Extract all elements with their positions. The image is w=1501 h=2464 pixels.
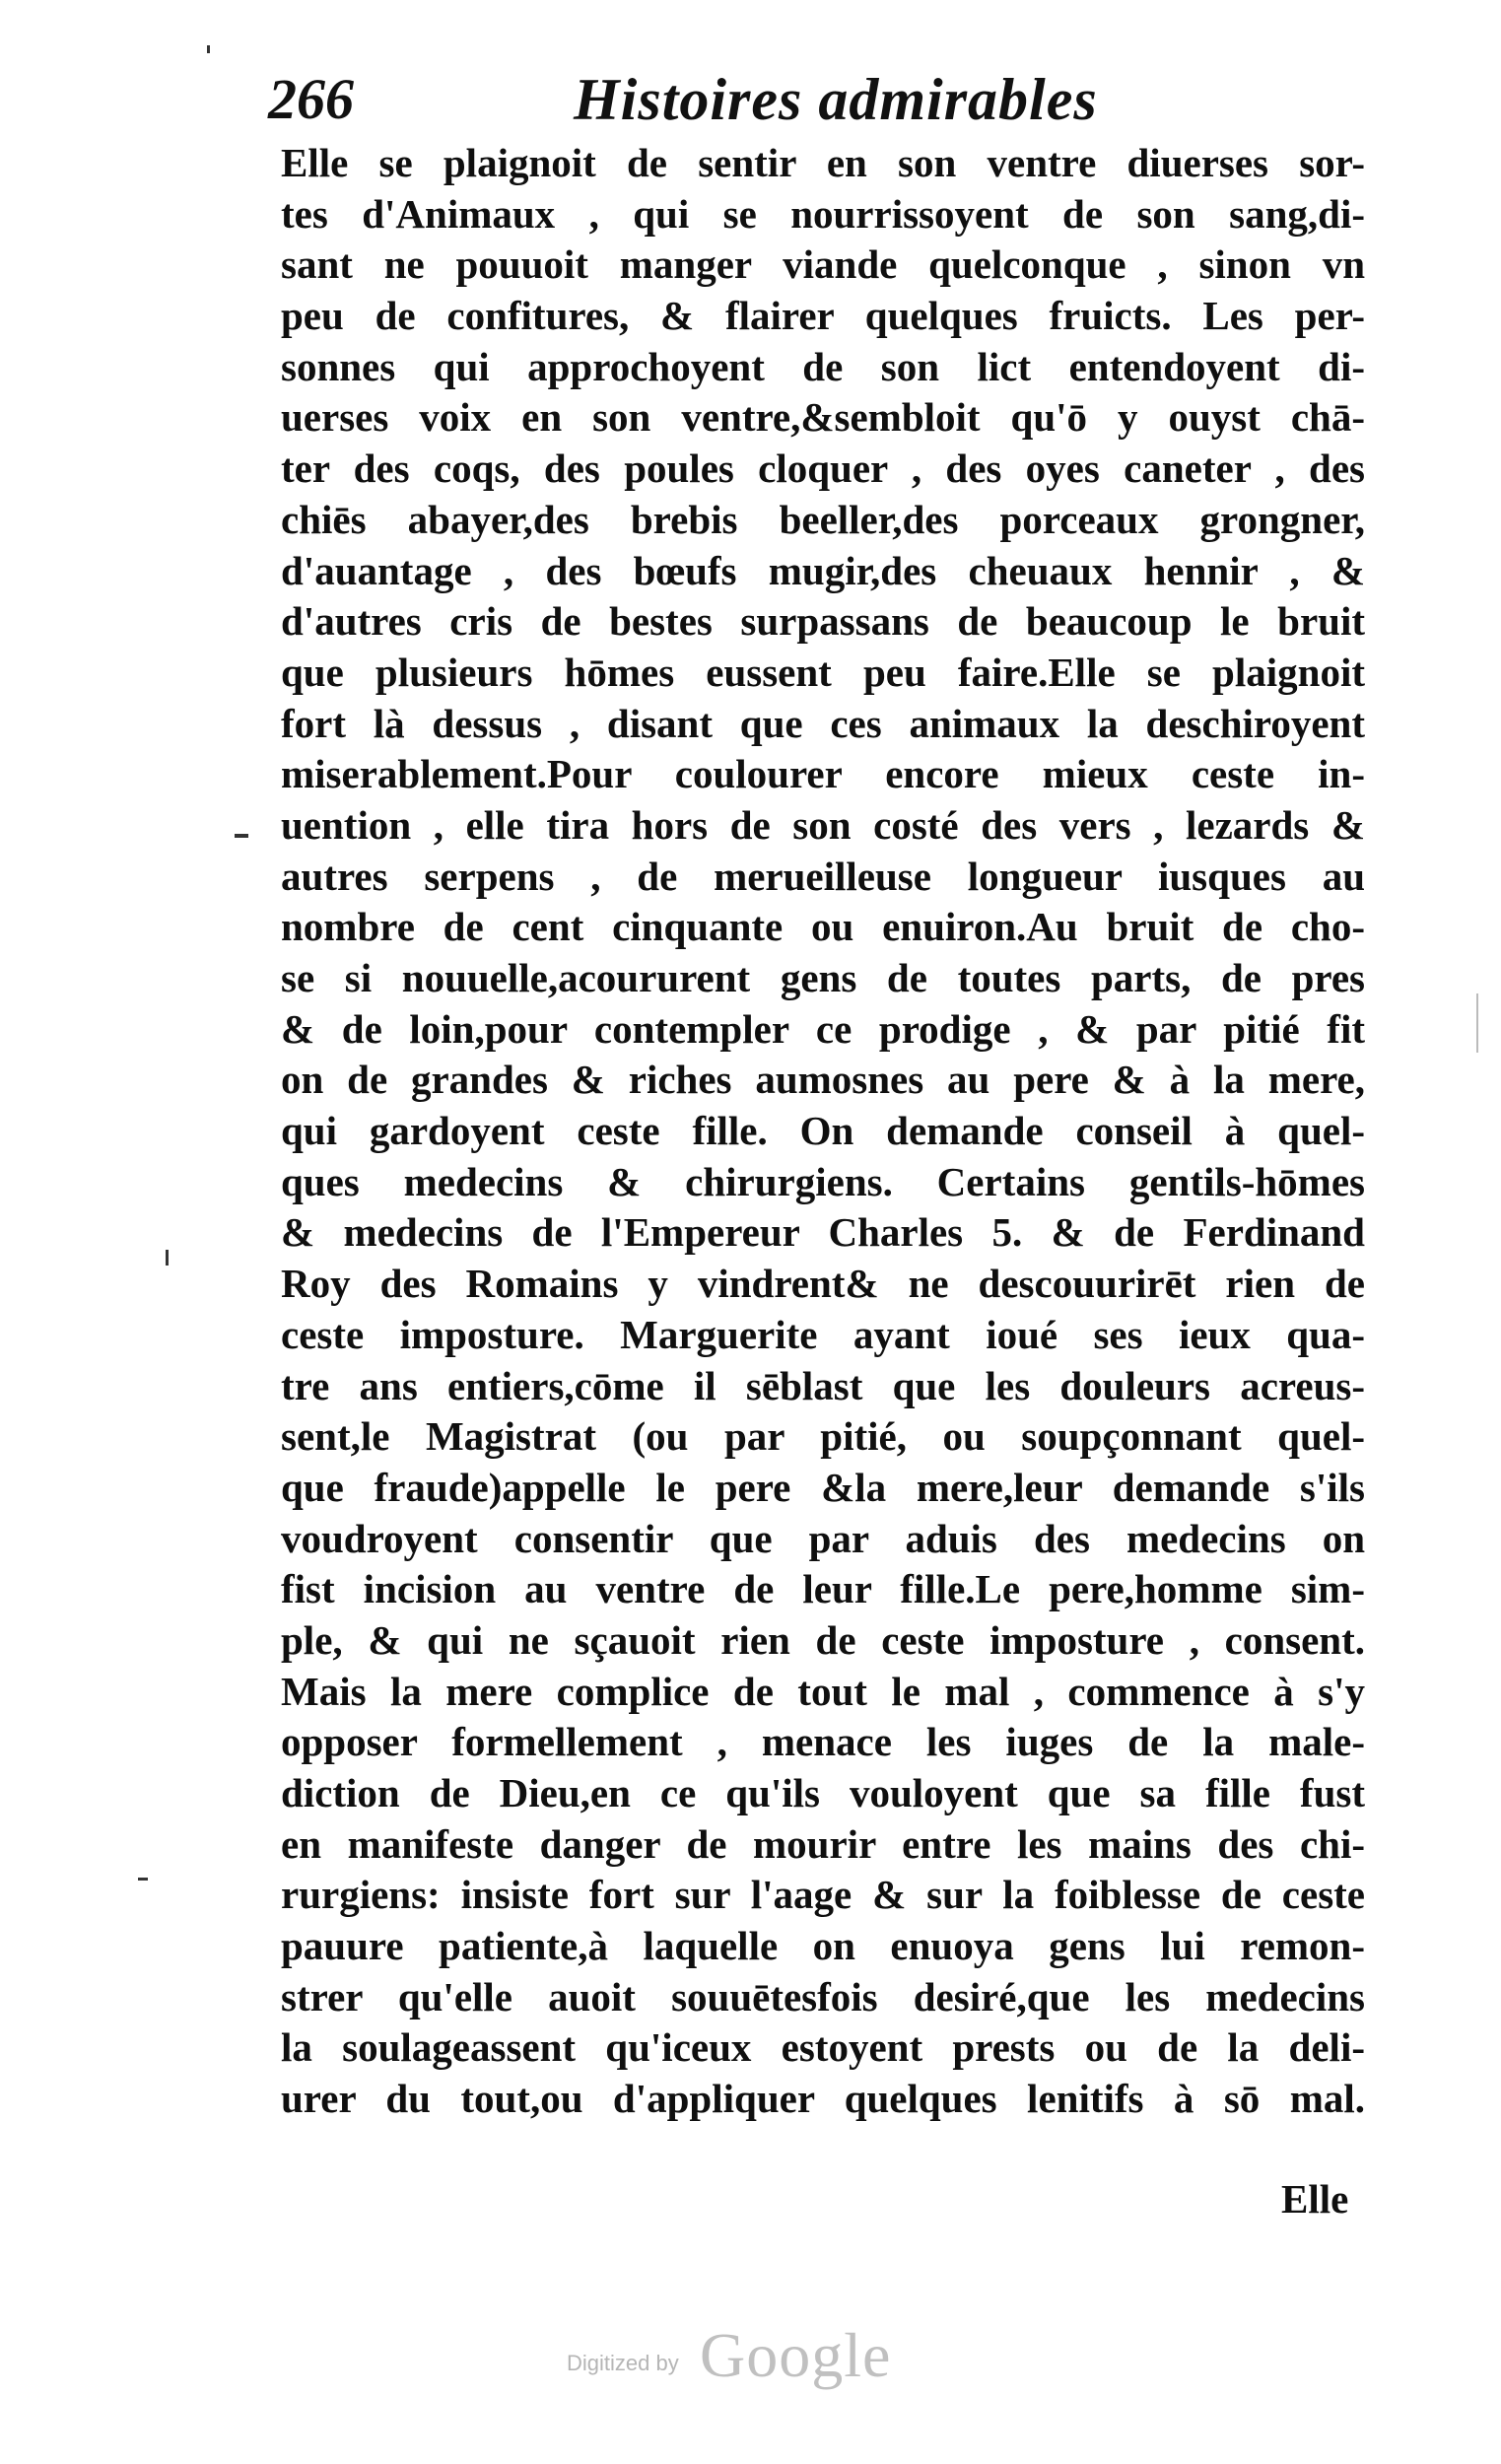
text-line: d'auantage , des bœufs mugir,des cheuaux hennir , & — [281, 547, 1365, 593]
text-line: sant ne pouuoit manger viande quelconque , sinon vn — [281, 241, 1365, 288]
text-line: pauure patiente,à laquelle on enuoya gens lui remon- — [281, 1923, 1365, 1969]
running-title: Histoires admirables — [574, 67, 1098, 132]
text-line: autres serpens , de merueilleuse longueur iusques au — [281, 853, 1365, 899]
text-line: rurgiens: insiste fort sur l'aage & sur la foiblesse de ceste — [281, 1872, 1365, 1918]
page-header — [268, 57, 1352, 146]
text-line: que fraude)appelle le pere &la mere,leur demande s'ils — [281, 1464, 1365, 1510]
margin-speck — [138, 1878, 148, 1881]
text-line: Roy des Romains y vindrent& ne descouurirēt rien de — [281, 1261, 1365, 1307]
text-line: ques medecins & chirurgiens. Certains gentils-hōmes — [281, 1158, 1365, 1204]
text-line: en manifeste danger de mourir entre les mains des chi- — [281, 1820, 1365, 1867]
text-line: Mais la mere complice de tout le mal , commence à s'y — [281, 1668, 1365, 1714]
text-line: tes d'Animaux , qui se nourrissoyent de son sang,di- — [281, 190, 1365, 237]
text-line: chiēs abayer,des brebis beeller,des porceaux grongner, — [281, 496, 1365, 542]
margin-speck — [235, 834, 248, 838]
text-line: opposer formellement , menace les iuges de la male- — [281, 1719, 1365, 1765]
text-line: & medecins de l'Empereur Charles 5. & de Ferdinand — [281, 1209, 1365, 1256]
page-number: 266 — [268, 67, 354, 131]
margin-speck — [166, 1250, 169, 1266]
text-line: fort là dessus , disant que ces animaux la deschiroyent — [281, 700, 1365, 746]
text-line: ple, & qui ne sçauoit rien de ceste imposture , consent. — [281, 1616, 1365, 1663]
text-line: se si nouuelle,acoururent gens de toutes parts, de pres — [281, 955, 1365, 1000]
text-line: miserablement.Pour coulourer encore mieux ceste in- — [281, 751, 1365, 797]
google-logo: Google — [700, 2320, 892, 2390]
text-line: ter des coqs, des poules cloquer , des oyes caneter , des — [281, 445, 1365, 492]
watermark-prefix: Digitized by — [567, 2351, 679, 2375]
text-line: la soulageassent qu'iceux estoyent prests ou de la deli- — [281, 2024, 1365, 2071]
text-line: Elle se plaignoit de sentir en son ventre diuerses sor- — [281, 140, 1365, 185]
text-line: qui gardoyent ceste fille. On demande conseil à quel- — [281, 1108, 1365, 1154]
text-line: fist incision au ventre de leur fille.Le pere,homme sim- — [281, 1566, 1365, 1612]
text-line: & de loin,pour contempler ce prodige , & par pitié fit — [281, 1005, 1365, 1052]
text-line: sent,le Magistrat (ou par pitié, ou soupçonnant quel- — [281, 1413, 1365, 1460]
text-line: uerses voix en son ventre,&sembloit qu'ō y ouyst chā- — [281, 394, 1365, 441]
text-line: peu de confitures, & flairer quelques fruicts. Les per- — [281, 293, 1365, 339]
text-line: on de grandes & riches aumosnes au pere & à la mere, — [281, 1057, 1365, 1103]
margin-speck — [1476, 993, 1478, 1053]
body-text — [281, 138, 1365, 2125]
text-line: tre ans entiers,cōme il sēblast que les douleurs acreus- — [281, 1362, 1365, 1408]
text-line: nombre de cent cinquante ou enuiron.Au bruit de cho- — [281, 904, 1365, 950]
text-line: sonnes qui approchoyent de son lict entendoyent di- — [281, 343, 1365, 389]
text-line: d'autres cris de bestes surpassans de beaucoup le bruit — [281, 598, 1365, 645]
text-line: que plusieurs hōmes eussent peu faire.Elle se plaignoit — [281, 649, 1365, 695]
text-line: uention , elle tira hors de son costé des vers , lezards & — [281, 801, 1365, 848]
text-line: voudroyent consentir que par aduis des medecins on — [281, 1515, 1365, 1561]
text-line: strer qu'elle auoit souuētesfois desiré,que les medecins — [281, 1973, 1365, 2019]
text-line: diction de Dieu,en ce qu'ils vouloyent que sa fille fust — [281, 1770, 1365, 1815]
digitized-watermark — [567, 2321, 981, 2390]
margin-speck — [207, 45, 210, 53]
text-line: urer du tout,ou d'appliquer quelques lenitifs à sō mal. — [281, 2076, 1365, 2122]
text-line: ceste imposture. Marguerite ayant ioué ses ieux qua- — [281, 1311, 1365, 1357]
catchword: Elle — [1281, 2176, 1349, 2222]
